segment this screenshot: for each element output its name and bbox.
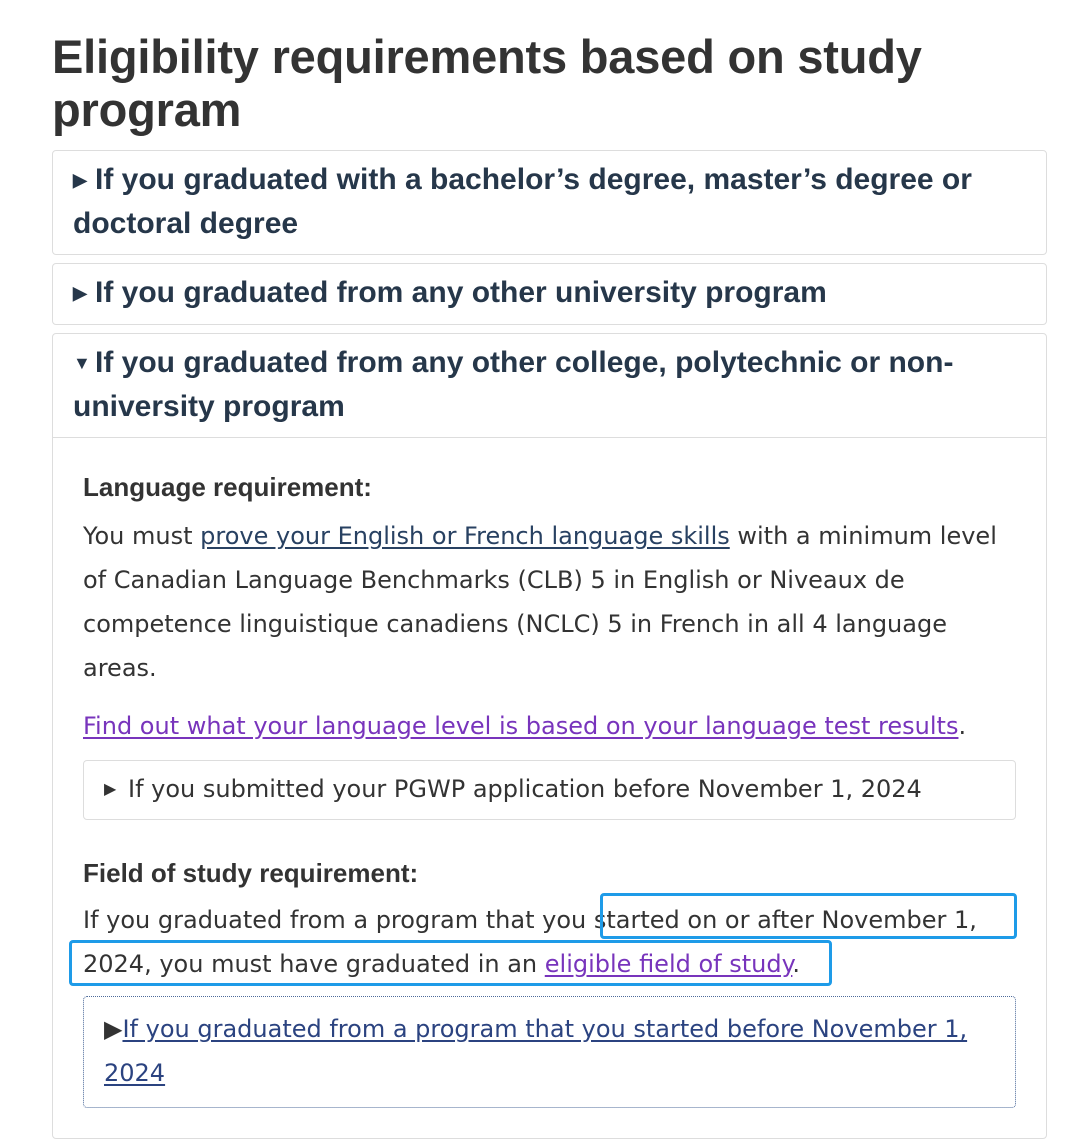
sub-accordion-started-before[interactable]: [83, 996, 1016, 1108]
field-heading: Field of study requirement:: [83, 858, 419, 888]
accordion-other-university[interactable]: [52, 263, 1047, 325]
page-content: [52, 0, 1047, 1139]
field-text-start: If you graduated from a program that you started on or after November 1, 2024, you must have graduated in an: [83, 906, 977, 978]
language-text-end: with a minimum level of Canadian Language Benchmarks (CLB) 5 in English or Niveaux de competence linguistique canadiens (NCLC) 5 in French in all 4 language areas.: [83, 522, 997, 682]
triangle-right-icon: ▶: [73, 283, 87, 303]
sub-accordion-link[interactable]: If you graduated from a program that you started before November 1, 2024: [104, 1015, 968, 1087]
language-skills-link[interactable]: prove your English or French language skills: [200, 522, 730, 550]
sub-accordion-label: If you submitted your PGWP application before November 1, 2024: [128, 775, 922, 803]
accordion-label: If you graduated from any other college, polytechnic or non-university program: [73, 346, 954, 423]
find-level-period: .: [958, 712, 967, 740]
language-heading: Language requirement:: [83, 472, 372, 502]
field-text-period: .: [792, 950, 801, 978]
eligible-field-link[interactable]: eligible field of study: [544, 950, 793, 978]
triangle-right-icon: ▶: [73, 170, 87, 190]
accordion-college: [52, 333, 1047, 1139]
accordion-label: If you graduated from any other university program: [95, 276, 827, 309]
sub-accordion-before-nov[interactable]: [83, 760, 1016, 820]
find-level-paragraph: [83, 704, 1016, 748]
accordion-summary[interactable]: [53, 264, 1046, 324]
accordion-body: [53, 438, 1046, 1138]
accordion-summary[interactable]: [53, 334, 1046, 438]
triangle-down-icon: ▼: [73, 353, 91, 373]
field-text: [83, 898, 1016, 986]
language-text-start: You must: [83, 522, 201, 550]
language-level-link[interactable]: Find out what your language level is based on your language test results: [83, 712, 959, 740]
page-title: Eligibility requirements based on study program: [52, 30, 922, 136]
accordion-summary[interactable]: [53, 151, 1046, 254]
triangle-right-icon: ▶: [104, 1015, 123, 1043]
accordion-bachelor[interactable]: [52, 150, 1047, 255]
accordion-label: If you graduated with a bachelor’s degree, master’s degree or doctoral degree: [73, 163, 972, 240]
language-text: [83, 514, 1016, 690]
triangle-right-icon: ▶: [104, 779, 117, 798]
